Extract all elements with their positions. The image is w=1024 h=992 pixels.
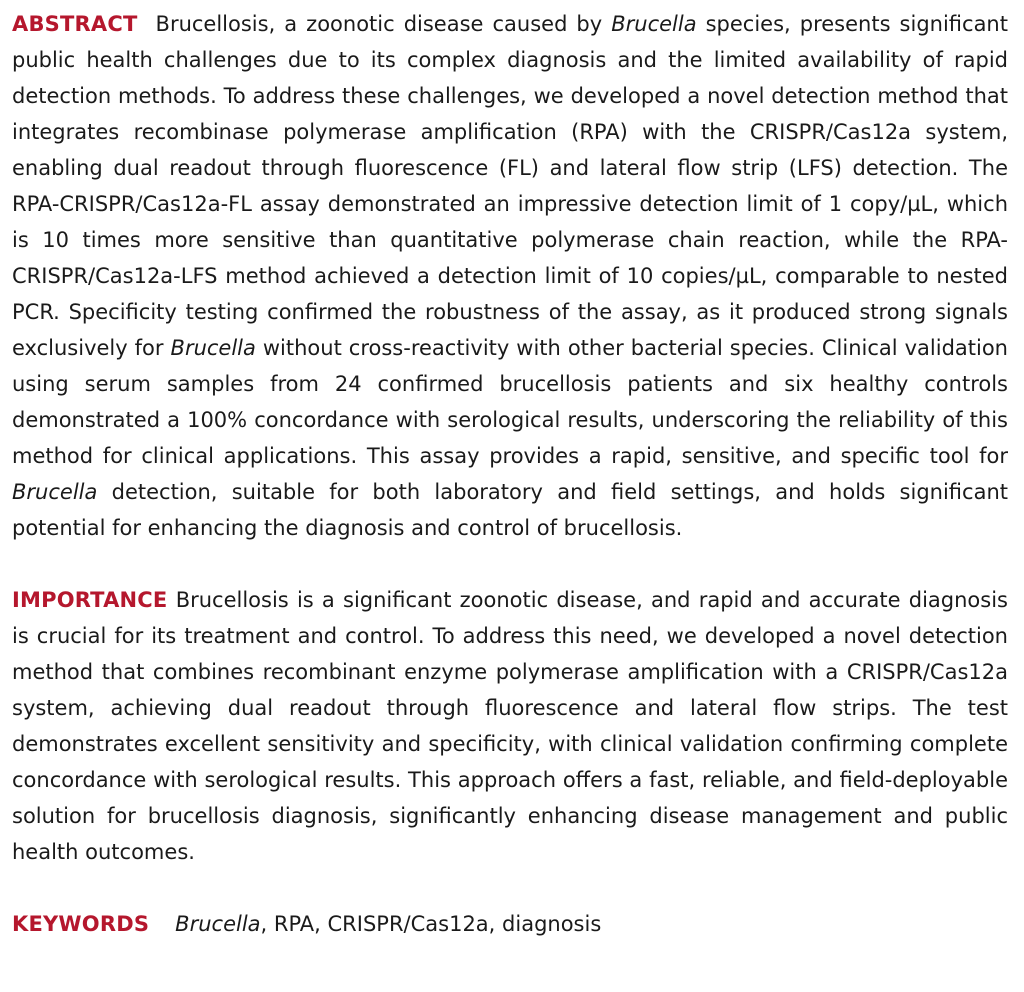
paper-page: [12, 6, 1008, 942]
keyword-genus: Brucella: [175, 912, 261, 936]
abstract-paragraph: [12, 6, 1008, 546]
importance-paragraph: [12, 582, 1008, 870]
abstract-genus-2: Brucella: [170, 336, 256, 360]
abstract-label: ABSTRACT: [12, 12, 138, 36]
importance-label: IMPORTANCE: [12, 588, 168, 612]
abstract-genus-1: Brucella: [611, 12, 697, 36]
abstract-genus-3: Brucella: [12, 480, 98, 504]
abstract-text-1: Brucellosis, a zoonotic disease caused by: [155, 12, 612, 36]
abstract-text-3: without cross-reactivity with other bacterial species. Clinical validation using serum samples from 24 confirmed brucellosis patients and six healthy controls demonstrated a 100% concordance with serological results, underscoring the reliability of this method for clinical applications. This assay provides a rapid, sensitive, and specific tool for: [12, 336, 1008, 468]
keywords-line: [12, 906, 1008, 942]
keywords-label: KEYWORDS: [12, 912, 150, 936]
importance-text: Brucellosis is a significant zoonotic disease, and rapid and accurate diagnosis is crucial for its treatment and control. To address this need, we developed a novel detection method that combines recombinant enzyme polymerase amplification with a CRISPR/Cas12a system, achieving dual readout through fluorescence and lateral flow strips. The test demonstrates excellent sensitivity and specificity, with clinical validation confirming complete concordance with serological results. This approach offers a fast, reliable, and field-deployable solution for brucellosis diagnosis, significantly enhancing disease management and public health outcomes.: [12, 588, 1008, 864]
abstract-text-2: species, presents significant public health challenges due to its complex diagnosis and the limited availability of rapid detection methods. To address these challenges, we developed a novel detection method that integrates recombinase polymerase amplification (RPA) with the CRISPR/Cas12a system, enabling dual readout through fluorescence (FL) and lateral flow strip (LFS) detection. The RPA-CRISPR/Cas12a-FL assay demonstrated an impressive detection limit of 1 copy/µL, which is 10 times more sensitive than quantitative polymerase chain reaction, while the RPA-CRISPR/Cas12a-LFS method achieved a detection limit of 10 copies/µL, comparable to nested PCR. Specificity testing confirmed the robustness of the assay, as it produced strong signals exclusively for: [12, 12, 1008, 360]
keywords-list: , RPA, CRISPR/Cas12a, diagnosis: [260, 912, 602, 936]
abstract-text-4: detection, suitable for both laboratory and field settings, and holds significant potential for enhancing the diagnosis and control of brucellosis.: [12, 480, 1008, 540]
